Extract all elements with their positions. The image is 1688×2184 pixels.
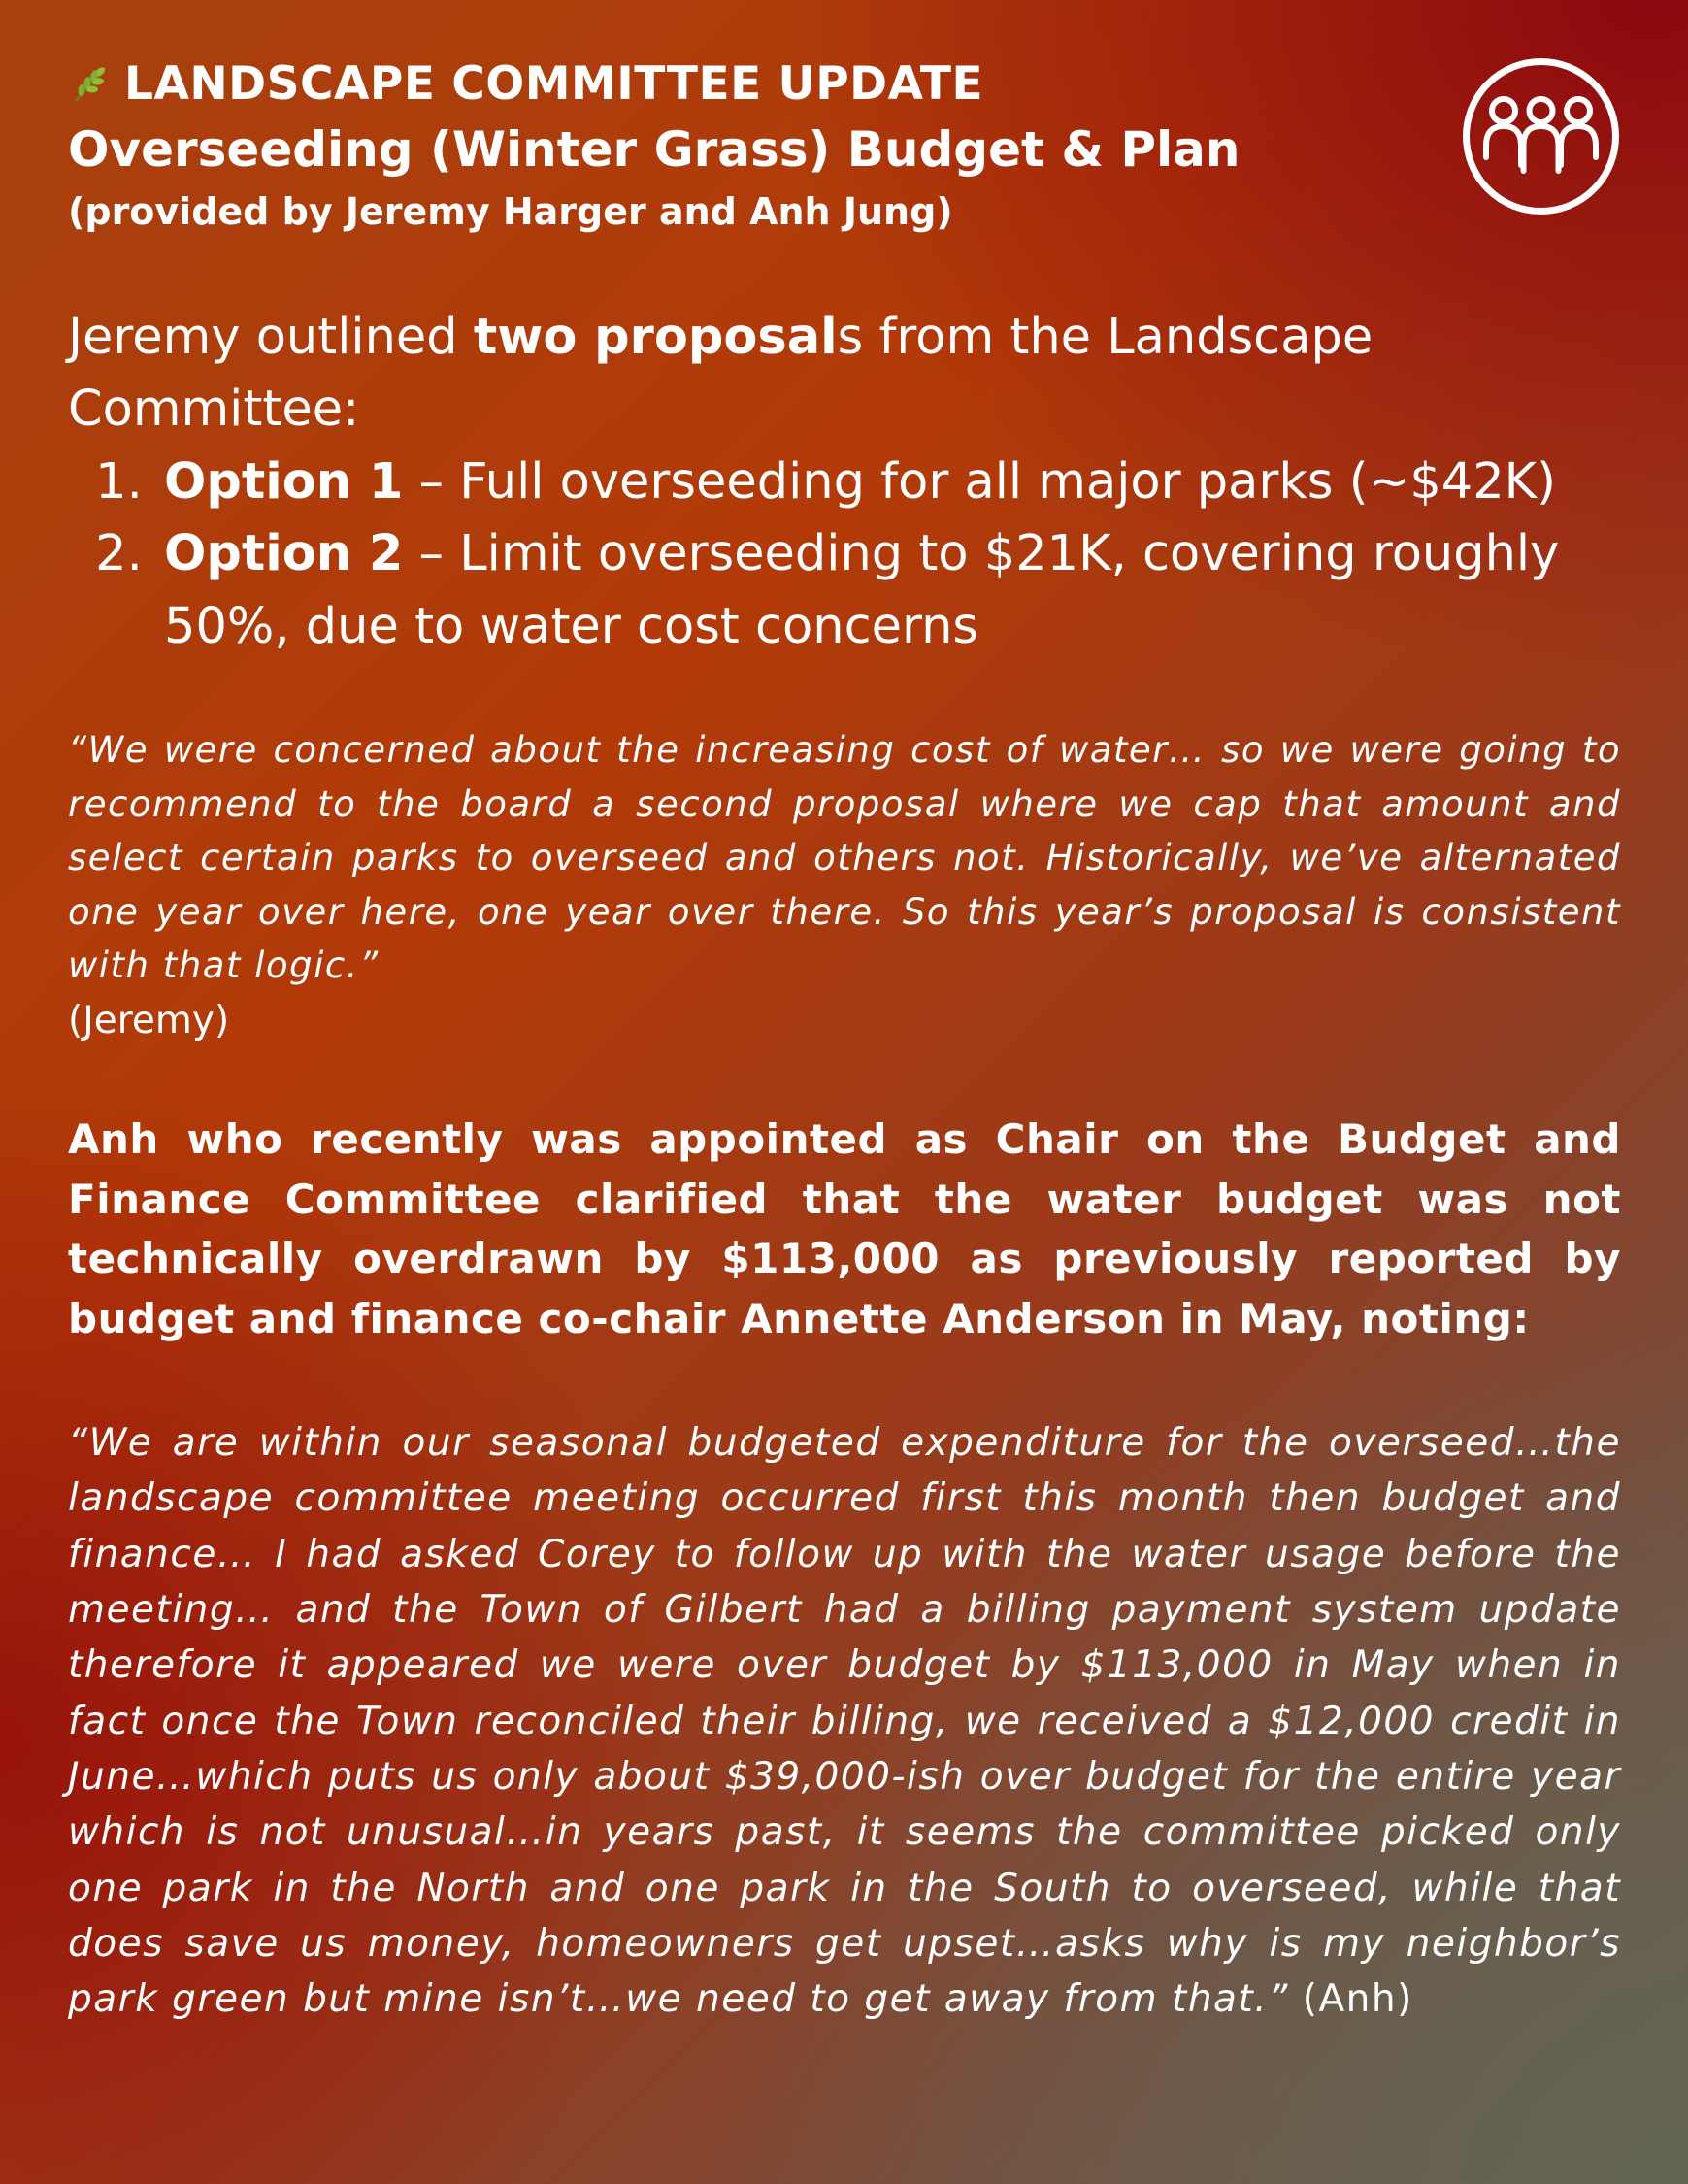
jeremy-quote: “We were concerned about the increasing cost of water… so we were going to recommend to the board a second proposal where we cap that amount and select certain parks to overseed and others not. Historically, we’ve alternated one year over here, one year over there. So this year’s proposal is consistent with that logic.”: [68, 729, 1621, 987]
intro-paragraph: [68, 302, 1621, 447]
page-subtitle: Overseeding (Winter Grass) Budget & Plan: [68, 120, 1241, 178]
intro-prefix: Jeremy outlined: [68, 308, 474, 366]
anh-attribution: (Anh): [1288, 1977, 1413, 2022]
intro-suffix: s from the Landscape Committee:: [68, 308, 1374, 439]
option-label: Option 2: [164, 525, 404, 583]
anh-quote-text: “We are within our seasonal budgeted expenditure for the overseed…the landscape committee meeting occurred first this month then budget and finance… I had asked Corey to follow up with the water usage before the meeting… and the Town of Gilbert had a billing payment system update therefore it appeared we were over budget by $113,000 in May when in fact once the Town reconciled their billing, we received a $12,000 credit in June…which puts us only about $39,000-ish over budget for the entire year which is not unusual…in years past, it seems the committee picked only one park in the North and one park in the South to overseed, while that does save us money, homeowners get upset…asks why is my neighbor’s park green but mine isn’t…we need to get away from that.”: [68, 1420, 1621, 2022]
anh-quote: [68, 1415, 1621, 2028]
seedling-icon: [68, 62, 113, 107]
page-title: [68, 56, 1621, 114]
anh-statement: Anh who recently was appointed as Chair on the Budget and Finance Committee clarified that the water budget was not technically overdrawn by $113,000 as previously reported by budget and finance co-chair Annette Anderson in May, noting:: [68, 1115, 1621, 1343]
option-text: – Limit overseeding to $21K, covering roughly 50%, due to water cost concerns: [164, 525, 1560, 655]
list-item: [158, 447, 1621, 518]
credit-line: (provided by Jeremy Harger and Anh Jung): [68, 190, 953, 234]
option-label: Option 1: [164, 452, 404, 511]
option-text: – Full overseeding for all major parks (~$42K): [403, 452, 1557, 511]
newsletter-page: [68, 56, 1621, 2028]
community-people-icon: [1461, 56, 1621, 216]
list-item: [158, 518, 1621, 663]
title-text: LANDSCAPE COMMITTEE UPDATE: [124, 57, 984, 111]
jeremy-attribution: (Jeremy): [68, 998, 230, 1042]
options-list: [68, 447, 1621, 663]
intro-bold: two proposal: [473, 308, 838, 366]
